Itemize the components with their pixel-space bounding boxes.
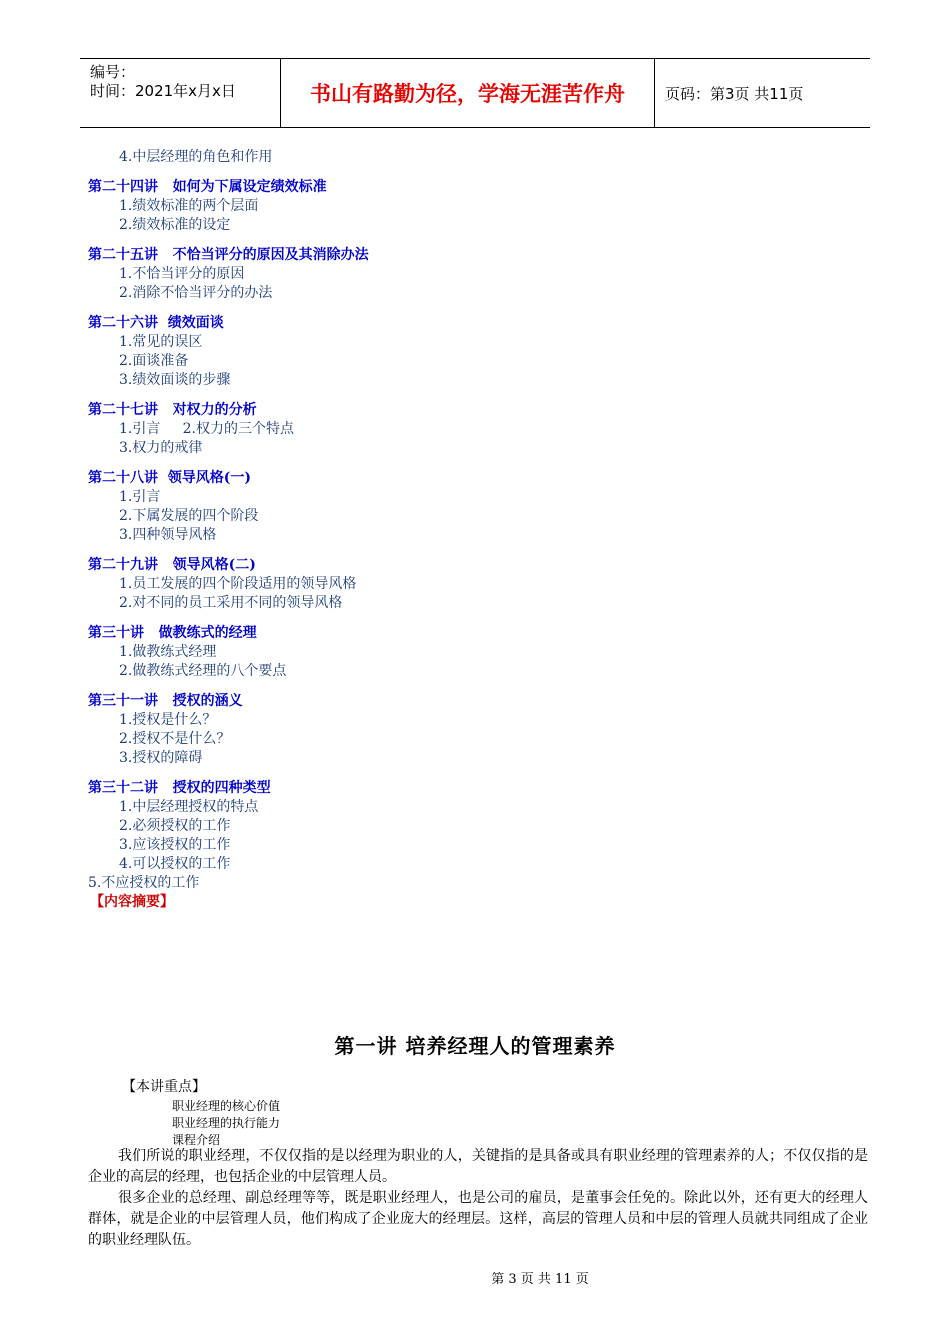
lecture-title: 第二十四讲 如何为下属设定绩效标准 xyxy=(88,179,327,195)
lecture-item: 1.引言 xyxy=(119,489,161,505)
lecture-item: 1.常见的误区 xyxy=(119,334,203,350)
focus-item: 课程介绍 xyxy=(172,1133,221,1147)
lecture-list xyxy=(88,178,868,874)
focus-items xyxy=(172,1098,280,1149)
lecture-item: 2.下属发展的四个阶段 xyxy=(119,508,259,524)
paragraph: 我们所说的职业经理，不仅仅指的是以经理为职业的人，关键指的是具备或具有职业经理的管理素养的人；不仅仅指的是企业的高层的经理，也包括企业的中层管理人员。 xyxy=(88,1148,868,1185)
toc-trailing-item: 5.不应授权的工作 xyxy=(88,875,200,891)
page-header xyxy=(80,58,870,128)
lecture-item: 3.绩效面谈的步骤 xyxy=(119,372,231,388)
focus-label: 【本讲重点】 xyxy=(122,1079,206,1095)
lecture-title: 第三十二讲 授权的四种类型 xyxy=(88,780,271,796)
lecture-title: 第二十五讲 不恰当评分的原因及其消除办法 xyxy=(88,247,369,263)
body-text xyxy=(88,1146,868,1251)
header-motto: 书山有路勤为径，学海无涯苦作舟 xyxy=(281,59,655,127)
lecture-title: 第二十九讲 领导风格(二) xyxy=(88,557,256,573)
lecture-item: 2.对不同的员工采用不同的领导风格 xyxy=(119,595,343,611)
lecture-item: 1.做教练式经理 xyxy=(119,644,217,660)
lecture-item: 3.授权的障碍 xyxy=(119,750,203,766)
header-number-label: 编号： xyxy=(90,63,136,81)
lecture-item: 1.不恰当评分的原因 xyxy=(119,266,245,282)
lecture-item: 1.引言 2.权力的三个特点 xyxy=(119,421,294,437)
lecture-title: 第二十八讲 领导风格(一) xyxy=(88,470,251,486)
lecture-item: 2.绩效标准的设定 xyxy=(119,217,231,233)
header-page-info: 页码：第3页 共11页 xyxy=(665,84,804,103)
focus-item: 职业经理的执行能力 xyxy=(172,1116,281,1130)
lecture-block xyxy=(88,314,868,390)
lecture-block xyxy=(88,469,868,545)
lecture-title: 第二十七讲 对权力的分析 xyxy=(88,402,257,418)
lecture-item: 2.授权不是什么？ xyxy=(119,731,231,747)
table-of-contents xyxy=(88,148,868,912)
lecture-item: 3.权力的戒律 xyxy=(119,440,203,456)
lecture-title: 第二十六讲 绩效面谈 xyxy=(88,315,224,331)
paragraph: 很多企业的总经理、副总经理等等，既是职业经理人，也是公司的雇员，是董事会任免的。除此以外，还有更大的经理人群体，就是企业的中层管理人员，他们构成了企业庞大的经理层。这样，高层的管理人员和中层的管理人员就共同组成了企业的职业经理队伍。 xyxy=(88,1190,868,1248)
lecture-item: 1.中层经理授权的特点 xyxy=(119,799,259,815)
lecture-item: 2.面谈准备 xyxy=(119,353,189,369)
lecture-block xyxy=(88,246,868,303)
header-time-label: 时间：2021年x月x日 xyxy=(90,82,236,100)
lecture-item: 2.做教练式经理的八个要点 xyxy=(119,663,287,679)
lecture-item: 4.可以授权的工作 xyxy=(119,856,231,872)
focus-item: 职业经理的核心价值 xyxy=(172,1099,281,1113)
lecture-block xyxy=(88,178,868,235)
lecture-title: 第三十讲 做教练式的经理 xyxy=(88,625,257,641)
lecture-item: 1.员工发展的四个阶段适用的领导风格 xyxy=(119,576,357,592)
toc-item: 4.中层经理的角色和作用 xyxy=(119,149,273,165)
lecture-main-title: 第一讲 培养经理人的管理素养 xyxy=(334,1034,616,1058)
lecture-item: 3.应该授权的工作 xyxy=(119,837,231,853)
lecture-item: 2.必须授权的工作 xyxy=(119,818,231,834)
abstract-label: 【内容摘要】 xyxy=(90,894,174,910)
lecture-item: 1.授权是什么？ xyxy=(119,712,217,728)
lecture-item: 1.绩效标准的两个层面 xyxy=(119,198,259,214)
lecture-block xyxy=(88,624,868,681)
header-meta xyxy=(80,59,281,127)
lecture-block xyxy=(88,401,868,458)
lecture-block xyxy=(88,779,868,874)
lecture-block xyxy=(88,556,868,613)
lecture-title: 第三十一讲 授权的涵义 xyxy=(88,693,243,709)
lecture-block xyxy=(88,692,868,768)
lecture-item: 3.四种领导风格 xyxy=(119,527,217,543)
lecture-item: 2.消除不恰当评分的办法 xyxy=(119,285,273,301)
page-footer: 第 3 页 共 11 页 xyxy=(491,1272,589,1287)
